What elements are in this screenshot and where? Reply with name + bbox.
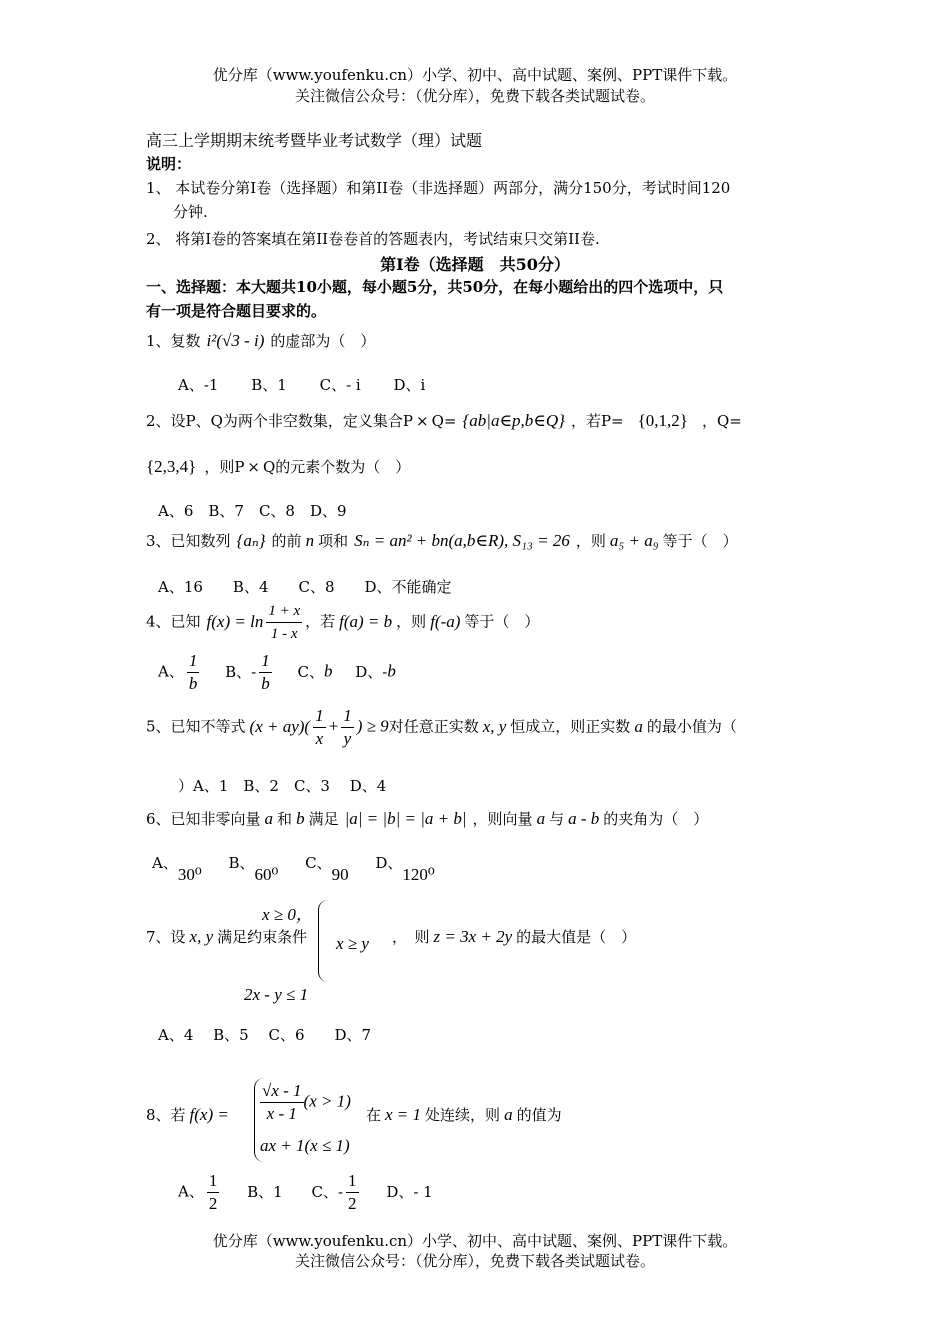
q7-constraint-2: x ≥ y (336, 934, 369, 953)
note-1-cont: 分钟. (173, 203, 208, 221)
question-4-options: A、 $\frac{1}{b}$ B、- $\frac{1}{b}$ C、b D、-b (158, 651, 396, 693)
note-2: 2、 将第I卷的答案填在第II卷卷首的答题表内，考试结束只交第II卷. (146, 230, 600, 248)
question-5: 5、已知不等式 (x + ay)( $\frac{1}{x}$ + $\frac{1}{y}$ ) ≥ 9对任意正实数 x, y 恒成立，则正实数 a 的最小值为（ (146, 706, 737, 748)
question-2: 2、设P、Q为两个非空数集，定义集合P × Q= {ab|a∈p,b∈Q} ，若P= {0,1,2} ，Q= (146, 411, 742, 430)
note-1: 1、 本试卷分第I卷（选择题）和第II卷（非选择题）两部分，满分150分，考试时间120 (146, 179, 731, 197)
q7-constraint-3: 2x - y ≤ 1 (244, 985, 309, 1004)
question-6-options: A、30⁰ B、60⁰ C、90 D、120⁰ (152, 854, 435, 884)
notes-heading: 说明： (146, 155, 192, 173)
header-line-1: 优分库（www.youfenku.cn）小学、初中、高中试题、案例、PPT课件下载。 (212, 66, 738, 84)
q8-case-1: $\frac{√x - 1}{x - 1}$ (x > 1) (262, 1081, 351, 1123)
question-3: 3、已知数列 {aₙ} 的前 n 项和 Sₙ = an² + bn(a,b∈R), S₁₃ = 26 ，则 a₅ + a₉ 等于（ ） (146, 531, 738, 550)
question-8: 8、若 f(x) = (146, 1105, 229, 1124)
footer-line-1: 优分库（www.youfenku.cn）小学、初中、高中试题、案例、PPT课件下载。 (212, 1232, 738, 1250)
question-3-options: A、16 B、4 C、8 D、不能确定 (158, 578, 452, 596)
q8-case-2: ax + 1(x ≤ 1) (260, 1136, 350, 1155)
question-6: 6、已知非零向量 a 和 b 满足 |a| = |b| = |a + b| ，则向量 a 与 a - b 的夹角为（ ） (146, 809, 709, 828)
question-2-options: A、6 B、7 C、8 D、9 (158, 502, 347, 520)
question-7: 7、设 x, y 满足约束条件 (146, 927, 308, 946)
q7-brace (318, 900, 331, 982)
question-1-options: A、-1 B、1 C、- i D、i (178, 376, 426, 394)
question-1: 1、复数 i²(√3 - i) 的虚部为（ ） (146, 331, 376, 350)
q7-constraint-1: x ≥ 0， (262, 905, 313, 924)
part1-title: 第I卷（选择题 共50分） (380, 255, 570, 274)
header-line-2: 关注微信公众号：（优分库），免费下载各类试题试卷。 (294, 87, 655, 105)
question-2-cont: {2,3,4} ，则P × Q的元素个数为（ ） (146, 457, 411, 476)
footer-line-2: 关注微信公众号：（优分库），免费下载各类试题试卷。 (294, 1252, 655, 1270)
question-8-options: A、 $\frac{1}{2}$ B、1 C、- $\frac{1}{2}$ D、- 1 (178, 1171, 433, 1213)
section-desc-1: 一、选择题：本大题共10小题，每小题5分，共50分，在每小题给出的四个选项中，只 (146, 278, 724, 296)
question-7-tail: ， 则 z = 3x + 2y 的最大值是（ ） (392, 927, 637, 946)
question-7-options: A、4 B、5 C、6 D、7 (158, 1026, 372, 1044)
page-title: 高三上学期期末统考暨毕业考试数学（理）试题 (146, 131, 483, 150)
question-5-options: ）A、1 B、2 C、3 D、4 (178, 777, 387, 795)
section-desc-2: 有一项是符合题目要求的。 (146, 302, 327, 320)
question-4: 4、已知 f(x) = ln $\frac{1 + x}{1 - x}$ ，若 f(a) = b ，则 f(-a) 等于（ ） (146, 600, 539, 644)
question-8-tail: 在 x = 1 处连续，则 a 的值为 (366, 1105, 562, 1124)
